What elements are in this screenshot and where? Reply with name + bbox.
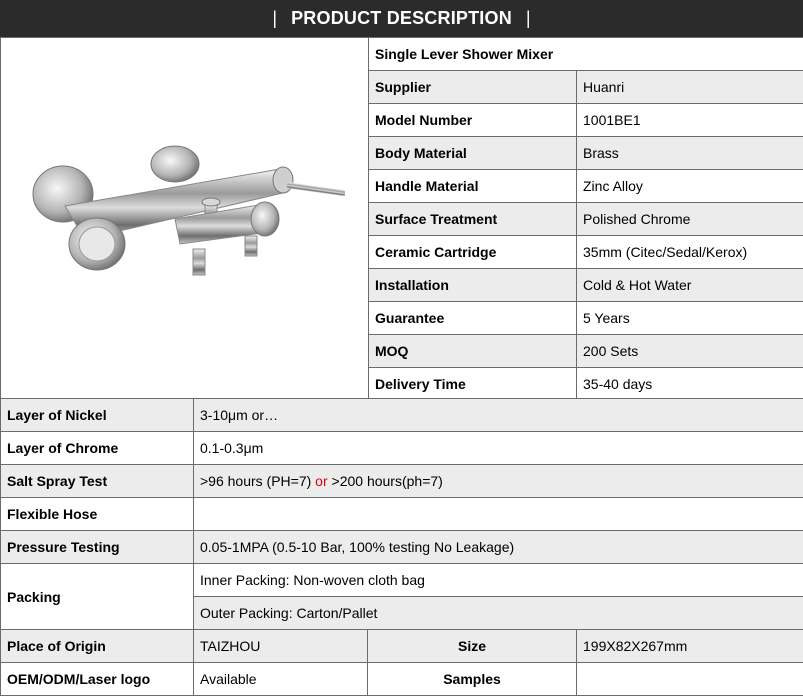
detail-label: OEM/ODM/Laser logo bbox=[1, 663, 194, 696]
product-image-cell bbox=[1, 38, 369, 401]
detail-label: Flexible Hose bbox=[1, 498, 194, 531]
detail-label: Layer of Chrome bbox=[1, 432, 194, 465]
detail-label: Place of Origin bbox=[1, 630, 194, 663]
spec-label: Model Number bbox=[369, 104, 577, 137]
section-title: PRODUCT DESCRIPTION bbox=[291, 8, 512, 28]
detail-label: Salt Spray Test bbox=[1, 465, 194, 498]
spec-label: Delivery Time bbox=[369, 368, 577, 401]
detail-value bbox=[194, 465, 803, 498]
header-left-mark: | bbox=[272, 8, 278, 28]
spec-label: Surface Treatment bbox=[369, 203, 577, 236]
salt-value-a: >96 hours (PH=7) bbox=[200, 473, 316, 489]
detail-value: Available bbox=[194, 663, 368, 696]
spec-value: Polished Chrome bbox=[577, 203, 803, 236]
spec-label: Body Material bbox=[369, 137, 577, 170]
spec-label: Installation bbox=[369, 269, 577, 302]
detail-label: Packing bbox=[1, 564, 194, 630]
detail-value bbox=[577, 663, 803, 696]
detail-value: Outer Packing: Carton/Pallet bbox=[194, 597, 803, 630]
detail-label: Size bbox=[368, 630, 577, 663]
detail-value bbox=[194, 498, 803, 531]
detail-label: Layer of Nickel bbox=[1, 399, 194, 432]
detail-value: Inner Packing: Non-woven cloth bag bbox=[194, 564, 803, 597]
spec-label: Supplier bbox=[369, 71, 577, 104]
detail-label: Samples bbox=[368, 663, 577, 696]
spec-value: 35mm (Citec/Sedal/Kerox) bbox=[577, 236, 803, 269]
spec-value: Huanri bbox=[577, 71, 803, 104]
product-name: Single Lever Shower Mixer bbox=[369, 38, 803, 71]
detail-value: 0.1-0.3μm bbox=[194, 432, 803, 465]
spec-table bbox=[0, 37, 803, 401]
spec-label: Ceramic Cartridge bbox=[369, 236, 577, 269]
spec-value: 5 Years bbox=[577, 302, 803, 335]
product-image bbox=[1, 38, 368, 400]
salt-value-or: or bbox=[315, 473, 328, 489]
spec-value: 1001BE1 bbox=[577, 104, 803, 137]
spec-value: Brass bbox=[577, 137, 803, 170]
detail-value: 3-10μm or… bbox=[194, 399, 803, 432]
salt-value-b: >200 hours(ph=7) bbox=[327, 473, 443, 489]
spec-value: 200 Sets bbox=[577, 335, 803, 368]
section-header bbox=[0, 0, 803, 37]
spec-value: 35-40 days bbox=[577, 368, 803, 401]
detail-value: 0.05-1MPA (0.5-10 Bar, 100% testing No Leakage) bbox=[194, 531, 803, 564]
shower-mixer-icon bbox=[25, 144, 345, 294]
detail-label: Pressure Testing bbox=[1, 531, 194, 564]
detail-value: TAIZHOU bbox=[194, 630, 368, 663]
header-right-mark: | bbox=[525, 8, 531, 28]
spec-value: Zinc Alloy bbox=[577, 170, 803, 203]
spec-label: Guarantee bbox=[369, 302, 577, 335]
spec-label: MOQ bbox=[369, 335, 577, 368]
spec-label: Handle Material bbox=[369, 170, 577, 203]
details-table bbox=[0, 398, 803, 696]
detail-value: 199X82X267mm bbox=[577, 630, 803, 663]
spec-value: Cold & Hot Water bbox=[577, 269, 803, 302]
